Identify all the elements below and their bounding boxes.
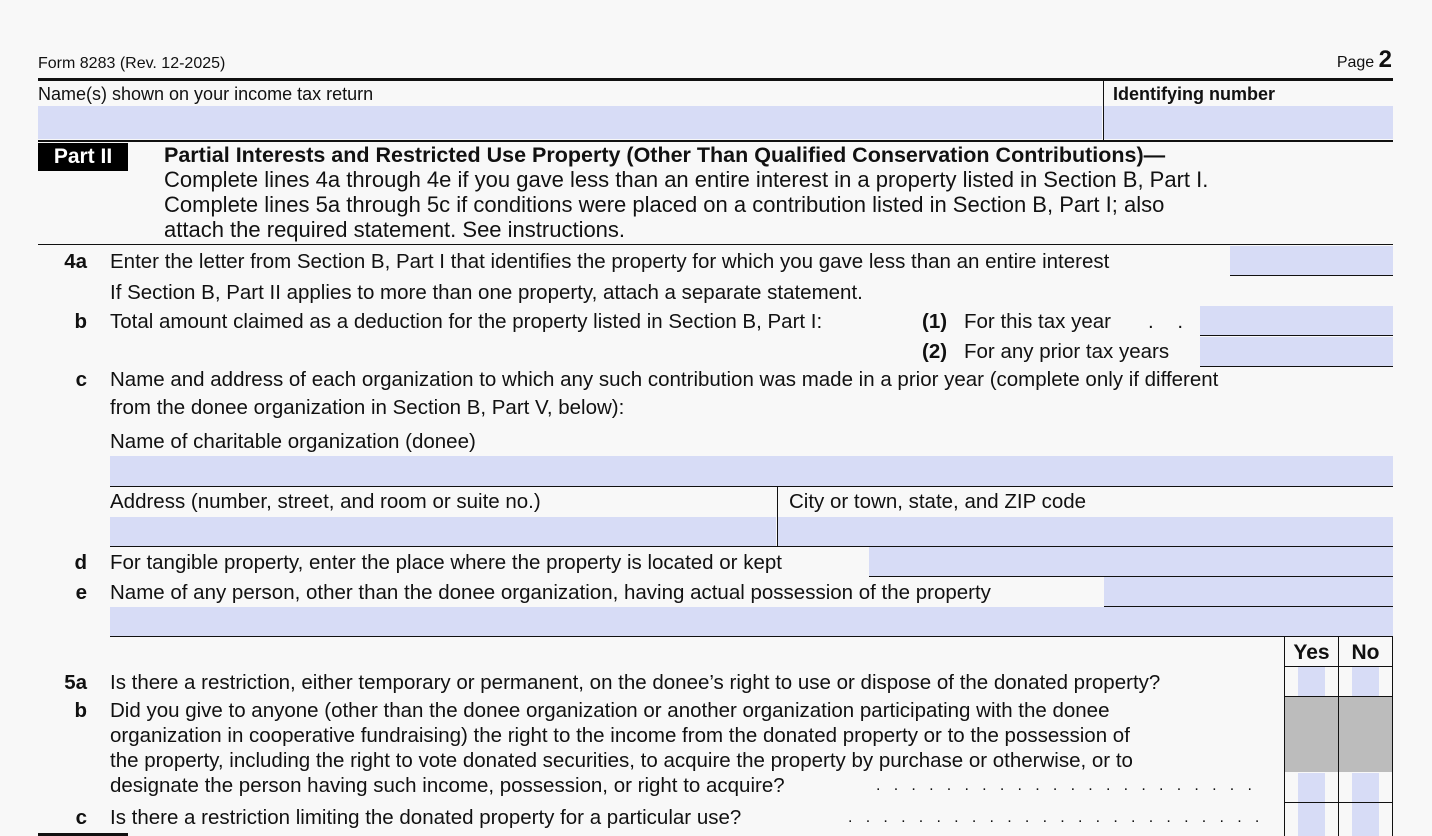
line-5c-text: Is there a restriction limiting the donated property for a particular use? <box>110 806 742 829</box>
line-4b-2-text: For any prior tax years <box>964 340 1170 363</box>
org-name-rule <box>110 486 1393 487</box>
part2-title: Partial Interests and Restricted Use Property (Other Than Qualified Conservation Contributions)— <box>164 143 1166 167</box>
line-5b-text-1: Did you give to anyone (other than the donee organization or another organization participating with the donee <box>110 699 1110 722</box>
line-4b-1-dots: . . <box>1148 310 1193 333</box>
line-4b-2-number: (2) <box>922 340 948 363</box>
part2-header-rule <box>38 244 1393 245</box>
prior-tax-years-input[interactable] <box>1200 337 1393 367</box>
page-number: 2 <box>1378 46 1392 73</box>
address-label: Address (number, street, and room or suite no.) <box>110 490 541 513</box>
line-5b-text-2: organization in cooperative fundraising) the right to the income from the donated property or to the possession of <box>110 724 1130 747</box>
line-5a-yes-checkbox[interactable] <box>1298 667 1325 696</box>
org-name-input[interactable] <box>110 456 1393 486</box>
line-5c-no-checkbox[interactable] <box>1352 803 1379 836</box>
line-5b-dots: . . . . . . . . . . . . . . . . . . . . . . <box>876 777 1257 794</box>
line-4b-text: Total amount claimed as a deduction for the property listed in Section B, Part I: <box>110 310 823 333</box>
line-5b-no-shade <box>1339 697 1392 772</box>
address-input[interactable] <box>110 517 776 546</box>
line-5a-no-checkbox[interactable] <box>1352 667 1379 696</box>
form-id: Form 8283 (Rev. 12-2025) <box>38 55 226 72</box>
line-5a-number: 5a <box>64 671 87 694</box>
line-4c-number: c <box>75 368 87 391</box>
line-4d-text: For tangible property, enter the place where the property is located or kept <box>110 551 782 574</box>
possessor-name-input[interactable] <box>1104 577 1393 607</box>
header-rule <box>38 78 1393 81</box>
line-4b-1-number: (1) <box>922 310 948 333</box>
city-label: City or town, state, and ZIP code <box>789 490 1087 513</box>
line-4e-number: e <box>75 581 87 604</box>
part2-desc-line-3: attach the required statement. See instructions. <box>164 217 626 242</box>
line-4e-text: Name of any person, other than the donee organization, having actual possession of the property <box>110 581 991 604</box>
line-4a-text-2: If Section B, Part II applies to more than one property, attach a separate statement. <box>110 281 863 304</box>
possessor-name-input-2[interactable] <box>110 607 1393 636</box>
line-5c-dots: . . . . . . . . . . . . . . . . . . . . . . . . <box>848 809 1264 826</box>
line-4c-text-2: from the donee organization in Section B, Part V, below): <box>110 396 625 419</box>
yes-header: Yes <box>1293 641 1330 664</box>
line-4a-number: 4a <box>64 250 87 273</box>
line-5b-text-4: designate the person having such income, possession, or right to acquire? <box>110 774 785 797</box>
part2-badge: Part II <box>38 143 128 171</box>
page-label: Page <box>1336 54 1375 71</box>
line-5c-number: c <box>75 806 87 829</box>
line-5b-yes-checkbox[interactable] <box>1298 773 1325 802</box>
name-input[interactable] <box>38 106 1102 139</box>
org-name-label: Name of charitable organization (donee) <box>110 430 476 453</box>
part2-desc-line-2: Complete lines 5a through 5c if conditions were placed on a contribution listed in Section B, Part I; also <box>164 192 1165 217</box>
line-5b-text-3: the property, including the right to vote donated securities, to acquire the property by purchase or otherwise, or to <box>110 749 1133 772</box>
city-state-zip-input[interactable] <box>778 517 1393 546</box>
line-4d-number: d <box>74 551 87 574</box>
line-4c-text: Name and address of each organization to which any such contribution was made in a prior year (complete only if different <box>110 368 1219 391</box>
line-5a-text: Is there a restriction, either temporary or permanent, on the donee’s right to use or dispose of the donated property? <box>110 671 1161 694</box>
id-label: Identifying number <box>1113 84 1275 104</box>
line-5b-yes-shade <box>1285 697 1338 772</box>
line-5b-no-checkbox[interactable] <box>1352 773 1379 802</box>
line-5b-number: b <box>74 699 87 722</box>
line-4b-1-text: For this tax year <box>964 310 1111 333</box>
name-row-rule <box>38 140 1393 142</box>
line-4a-input[interactable] <box>1230 246 1393 276</box>
line-4b-number: b <box>74 310 87 333</box>
part2-desc-line-1: Complete lines 4a through 4e if you gave less than an entire interest in a property listed in Section B, Part I. <box>164 167 1209 192</box>
name-label: Name(s) shown on your income tax return <box>38 84 374 104</box>
page-indicator <box>1337 46 1392 74</box>
property-location-input[interactable] <box>869 547 1393 577</box>
line-5c-yes-checkbox[interactable] <box>1298 803 1325 836</box>
line-4a-text: Enter the letter from Section B, Part I that identifies the property for which you gave less than an entire interest <box>110 250 1110 273</box>
line-4e-rule <box>110 636 1393 637</box>
identifying-number-input[interactable] <box>1104 106 1393 139</box>
no-header: No <box>1351 641 1380 664</box>
this-tax-year-input[interactable] <box>1200 306 1393 336</box>
